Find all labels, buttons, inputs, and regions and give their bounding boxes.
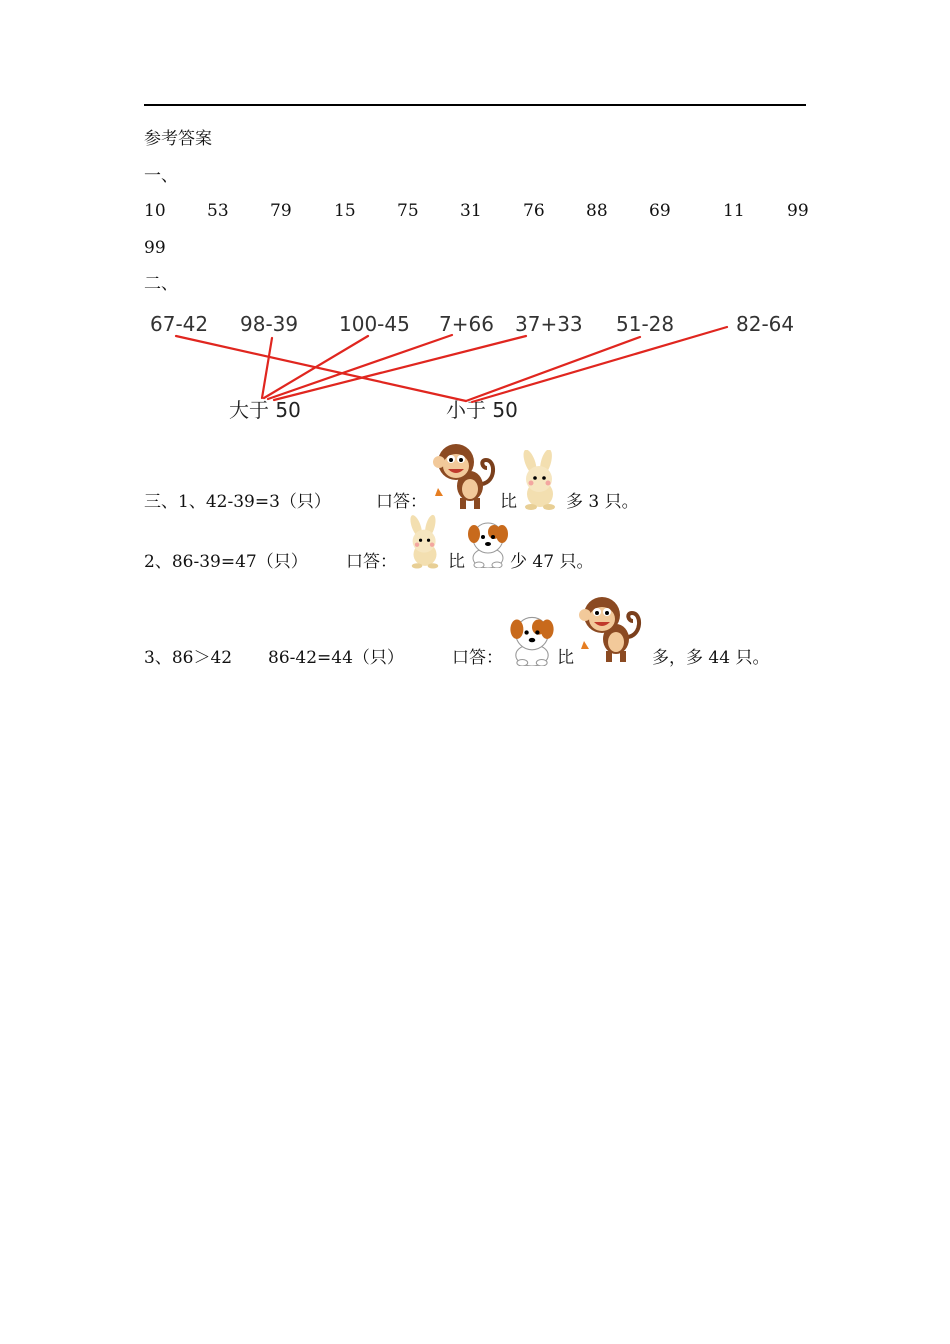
q2-equation: 2、86-39=47（只） bbox=[144, 552, 308, 572]
section1-label: 一、 bbox=[144, 166, 178, 186]
answer-3: 79 bbox=[270, 201, 292, 221]
answer-10: 11 bbox=[723, 201, 745, 221]
target-less-than-50: 小于 50 bbox=[446, 398, 518, 422]
expr-7+66: 7+66 bbox=[439, 312, 494, 336]
q2-answer-label: 口答： bbox=[346, 552, 397, 572]
section2-label: 二、 bbox=[144, 274, 178, 294]
answer-1: 10 bbox=[144, 201, 166, 221]
monkey-icon bbox=[576, 590, 646, 664]
q3-answer-label: 口答： bbox=[452, 648, 503, 668]
match-line-98-39 bbox=[262, 338, 272, 398]
answer-11: 99 bbox=[787, 201, 809, 221]
q3-suffix: 多，多 44 只。 bbox=[652, 648, 770, 668]
match-line-82-64 bbox=[472, 327, 727, 402]
match-line-37+33 bbox=[274, 336, 526, 400]
q2-suffix: 少 47 只。 bbox=[510, 552, 594, 572]
answer-5: 75 bbox=[397, 201, 419, 221]
answer-6: 31 bbox=[460, 201, 482, 221]
answer-7: 76 bbox=[523, 201, 545, 221]
q1-answer-label: 口答： bbox=[376, 492, 427, 512]
answer-4: 15 bbox=[334, 201, 356, 221]
expr-37+33: 37+33 bbox=[515, 312, 583, 336]
match-line-7+66 bbox=[268, 335, 452, 399]
q3-compare: 比 bbox=[557, 648, 574, 668]
answer-title: 参考答案 bbox=[144, 129, 212, 149]
answer-2: 53 bbox=[207, 201, 229, 221]
rabbit-icon bbox=[514, 450, 566, 510]
expr-67-42: 67-42 bbox=[150, 312, 209, 336]
q1-equation: 三、1、42-39=3（只） bbox=[144, 492, 331, 512]
monkey-icon bbox=[430, 438, 500, 510]
match-line-51-28 bbox=[466, 337, 640, 401]
expr-82-64: 82-64 bbox=[736, 312, 795, 336]
q1-suffix: 多 3 只。 bbox=[566, 492, 639, 512]
dog-icon bbox=[466, 518, 510, 568]
rabbit-icon bbox=[402, 514, 448, 570]
q3-equation: 86-42=44（只） bbox=[268, 648, 404, 668]
dog-icon bbox=[508, 612, 556, 666]
answer-8: 88 bbox=[586, 201, 608, 221]
q1-compare: 比 bbox=[500, 492, 517, 512]
expr-51-28: 51-28 bbox=[616, 312, 675, 336]
q2-compare: 比 bbox=[448, 552, 465, 572]
target-greater-than-50: 大于 50 bbox=[229, 398, 301, 422]
expr-100-45: 100-45 bbox=[339, 312, 410, 336]
answer-9: 69 bbox=[649, 201, 671, 221]
q3-comparison: 3、86＞42 bbox=[144, 648, 233, 668]
answer-12: 99 bbox=[144, 238, 166, 258]
expr-98-39: 98-39 bbox=[240, 312, 299, 336]
